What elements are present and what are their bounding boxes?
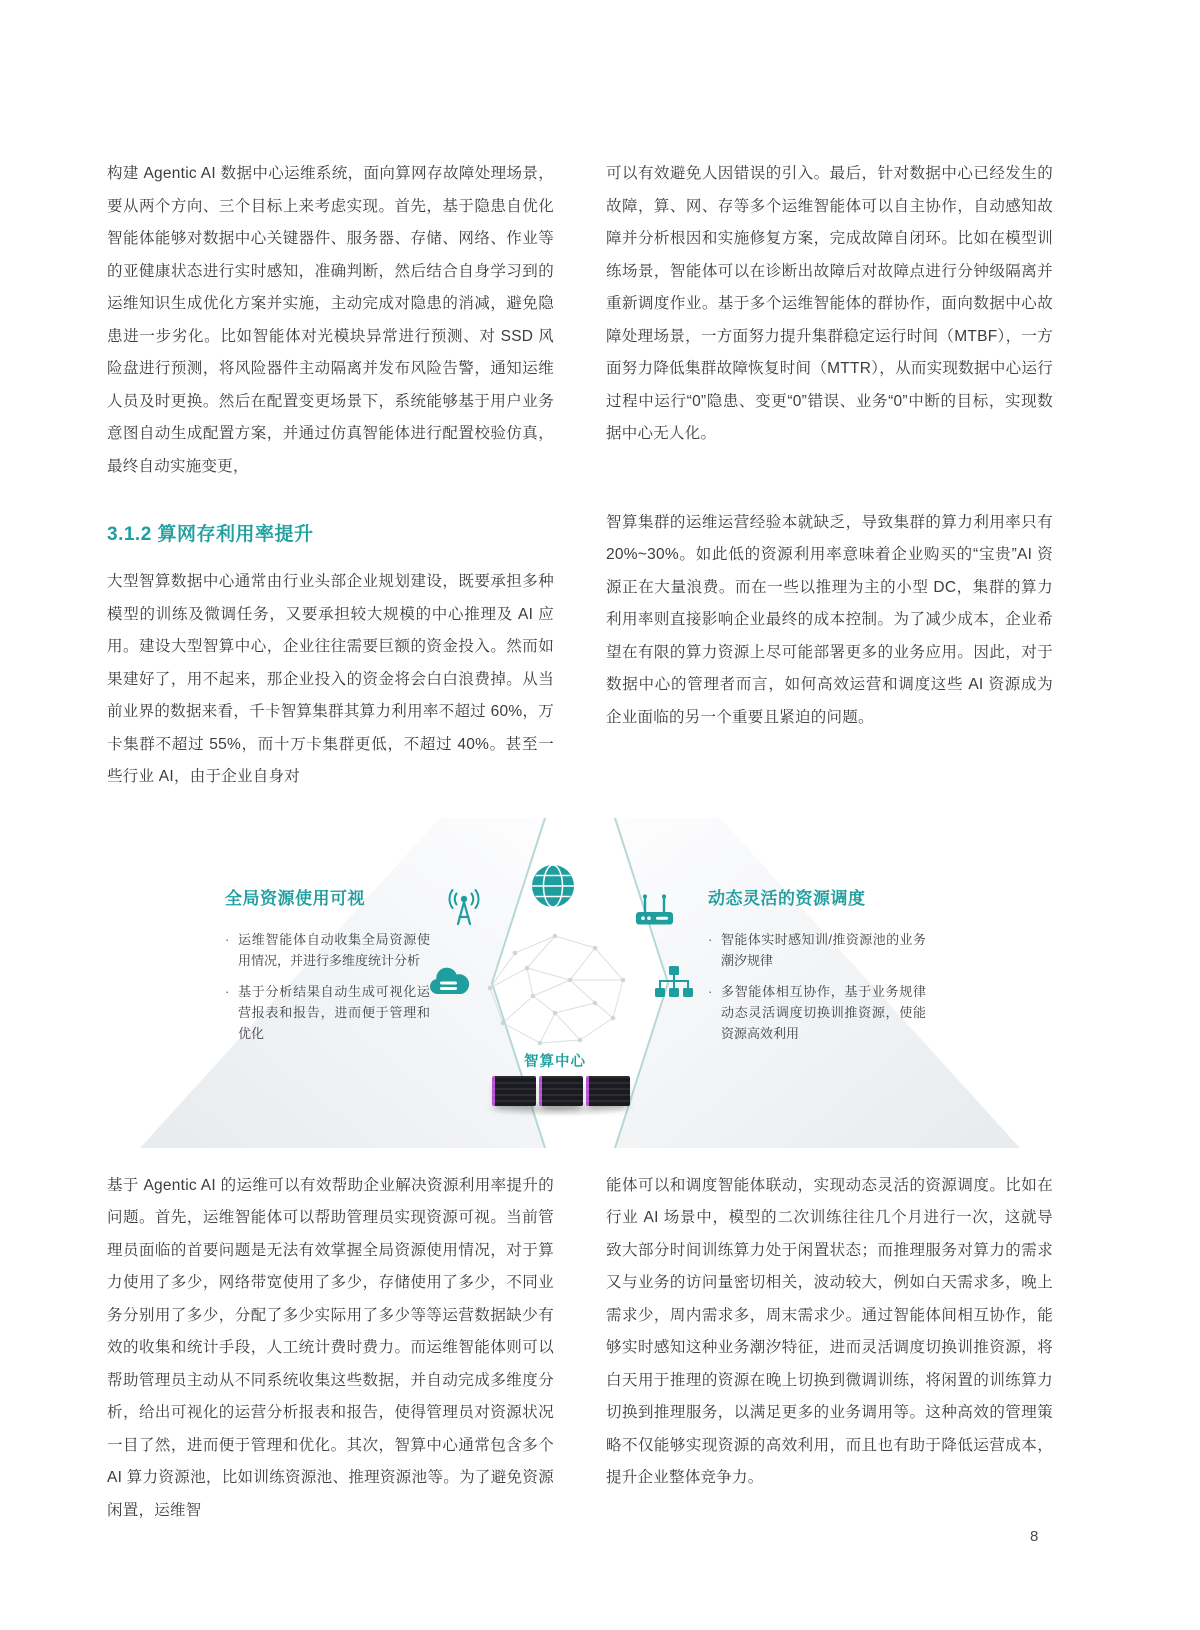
network-tree-icon xyxy=(654,964,694,1001)
lower-left-column xyxy=(107,1170,554,1528)
bullet-marker: · xyxy=(225,983,230,999)
bullet-marker: · xyxy=(708,983,713,999)
bullet-marker: · xyxy=(225,931,230,947)
antenna-icon xyxy=(442,886,486,930)
paragraph-bottom-right: 能体可以和调度智能体联动，实现动态灵活的资源调度。比如在行业 AI 场景中，模型的二次训练往往几个月进行一次，这就导致大部分时间训练算力处于闲置状态；而推理服务对算力的需求又与业务的访问量密切相关，波动较大，例如白天需求多，晚上需求少，周内需求多，周末需求少。通过智能体间相互协作，能够实时感知这种业务潮汐特征，进而灵活调度切换训推资源，将白天用于推理的资源在晚上切换到微调训练，将闲置的训练算力切换到推理服务，以满足更多的业务调用等。这种高效的管理策略不仅能够实现资源的高效利用，而且也有助于降低运营成本，提升企业整体竞争力。 xyxy=(606,1176,1053,1486)
figure-left-bullet-1 xyxy=(225,929,430,971)
lower-section xyxy=(107,1170,1053,1528)
upper-section xyxy=(107,158,1053,794)
paragraph-top-left: 构建 Agentic AI 数据中心运维系统，面向算网存故障处理场景，要从两个方向、三个目标上来考虑实现。首先，基于隐患自优化智能体能够对数据中心关键器件、服务器、存储、网络、作业等的亚健康状态进行实时感知，准确判断，然后结合自身学习到的运维知识生成优化方案并实施，主动完成对隐患的消减，避免隐患进一步劣化。比如智能体对光模块异常进行预测、对 SSD 风险盘进行预测，将风险器件主动隔离并发布风险告警，通知运维人员及时更换。然后在配置变更场景下，系统能够基于用户业务意图自动生成配置方案，并通过仿真智能体进行配置校验仿真，最终自动实施变更， xyxy=(107,165,554,475)
bullet-text: 智能体实时感知训/推资源池的业务潮汐规律 xyxy=(721,931,926,968)
figure-right-bullet-2 xyxy=(708,981,926,1044)
figure-right-panel xyxy=(708,884,926,1054)
paragraph-bottom-left: 基于 Agentic AI 的运维可以有效帮助企业解决资源利用率提升的问题。首先，运维智能体可以帮助管理员实现资源可视。当前管理员面临的首要问题是无法有效掌握全局资源使用情况，对于算力使用了多少，网络带宽使用了多少，存储使用了多少，不同业务分别用了多少，分配了多少实际用了多少等等运营数据缺少有效的收集和统计手段，人工统计费时费力。而运维智能体则可以帮助管理员主动从不同系统收集这些数据，并自动完成多维度分析，给出可视化的运营分析报表和报告，使得管理员对资源状况一目了然，进而便于管理和优化。其次，智算中心通常包含多个 AI 算力资源池，比如训练资源池、推理资源池等。为了避免资源闲置，运维智 xyxy=(107,1176,554,1519)
figure-left-panel xyxy=(225,884,430,1054)
figure-left-bullet-2 xyxy=(225,981,430,1044)
figure-left-title: 全局资源使用可视 xyxy=(225,888,365,908)
figure-center-label: 智算中心 xyxy=(524,1053,586,1070)
resource-utilization-figure xyxy=(120,818,1040,1148)
server-unit xyxy=(492,1076,536,1106)
bullet-marker: · xyxy=(708,931,713,947)
paragraph-mid-right: 智算集群的运维运营经验本就缺乏，导致集群的算力利用率只有 20%~30%。如此低的资源利用率意味着企业购买的“宝贵”AI 资源正在大量浪费。而在一些以推理为主的小型 DC，集群的算力利用率则直接影响企业最终的成本控制。为了减少成本，企业希望在有限的算力资源上尽可能部署更多的业务应用。因此，对于数据中心的管理者而言，如何高效运营和调度这些 AI 资源成为企业面临的另一个重要且紧迫的问题。 xyxy=(606,513,1053,726)
upper-right-column xyxy=(606,158,1053,794)
bullet-text: 多智能体相互协作，基于业务规律动态灵活调度切换训推资源，使能资源高效利用 xyxy=(721,983,926,1041)
section-heading: 3.1.2 算网存利用率提升 xyxy=(107,524,314,545)
bullet-text: 基于分析结果自动生成可视化运营报表和报告，进而便于管理和优化 xyxy=(238,983,430,1041)
brain-network-graphic xyxy=(475,918,635,1048)
server-cluster xyxy=(492,1076,630,1106)
router-icon xyxy=(632,888,677,929)
page-number: 8 xyxy=(1030,1528,1039,1545)
upper-left-column xyxy=(107,158,554,794)
bullet-text: 运维智能体自动收集全局资源使用情况，并进行多维度统计分析 xyxy=(238,931,430,968)
cloud-server-icon xyxy=(426,960,473,1002)
lower-right-column xyxy=(606,1170,1053,1528)
server-unit xyxy=(539,1076,583,1106)
globe-icon xyxy=(529,862,577,910)
paragraph-top-right: 可以有效避免人因错误的引入。最后，针对数据中心已经发生的故障，算、网、存等多个运维智能体可以自主协作，自动感知故障并分析根因和实施修复方案，完成故障自闭环。比如在模型训练场景，智能体可以在诊断出故障后对故障点进行分钟级隔离并重新调度作业。基于多个运维智能体的群协作，面向数据中心故障处理场景，一方面努力提升集群稳定运行时间（MTBF），一方面努力降低集群故障恢复时间（MTTR），从而实现数据中心运行过程中运行“0”隐患、变更“0”错误、业务“0”中断的目标，实现数据中心无人化。 xyxy=(606,165,1053,442)
figure-right-bullet-1 xyxy=(708,929,926,971)
server-unit xyxy=(586,1076,630,1106)
figure-right-title: 动态灵活的资源调度 xyxy=(708,888,866,908)
paragraph-mid-left: 大型智算数据中心通常由行业头部企业规划建设，既要承担多种模型的训练及微调任务，又要承担较大规模的中心推理及 AI 应用。建设大型智算中心，企业往往需要巨额的资金投入。然而如果建好了，用不起来，那企业投入的资金将会白白浪费掉。从当前业界的数据来看，千卡智算集群其算力利用率不超过 60%，万卡集群不超过 55%，而十万卡集群更低，不超过 40%。甚至一些行业 AI，由于企业自身对 xyxy=(107,573,554,785)
page-content xyxy=(107,158,1053,1527)
